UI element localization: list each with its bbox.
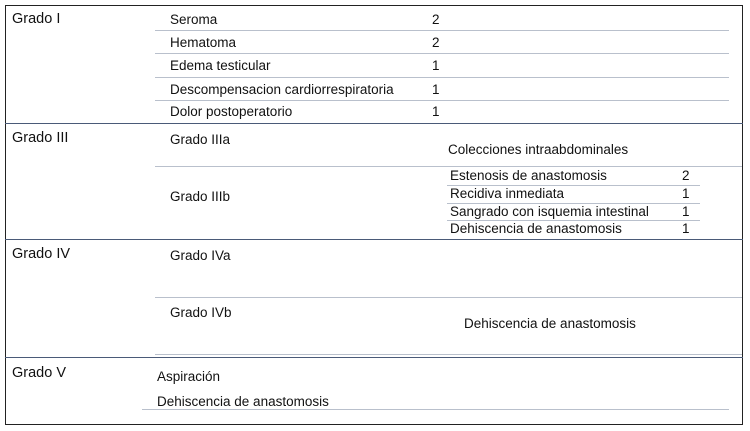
row-divider: [155, 297, 742, 298]
grade-1-item-name: Edema testicular: [170, 58, 271, 73]
grade-4-label: Grado IV: [12, 246, 71, 262]
grade-5-item: Aspiración: [157, 369, 221, 384]
row-divider: [155, 30, 729, 31]
grade-1-item-name: Hematoma: [170, 35, 237, 50]
row-divider: [142, 409, 729, 410]
row-divider: [155, 354, 742, 355]
grade-3b-item-name: Dehiscencia de anastomosis: [450, 221, 622, 236]
grade-1-item-count: 2: [432, 12, 440, 27]
grade-1-item-count: 2: [432, 35, 440, 50]
grade-3a-label: Grado IIIa: [170, 132, 231, 147]
grade-4b-label: Grado IVb: [170, 305, 232, 320]
grade-3b-item-count: 1: [682, 186, 690, 201]
grade-1-item-count: 1: [432, 104, 440, 119]
grade-3a-item: Colecciones intraabdominales: [448, 142, 629, 157]
grade-1-item-name: Seroma: [170, 12, 218, 27]
grade-3b-label: Grado IIIb: [170, 189, 231, 204]
row-divider: [155, 166, 742, 167]
grade-1-item-count: 1: [432, 82, 440, 97]
grade-1-label: Grado I: [12, 11, 61, 27]
grade-3b-item-count: 2: [682, 168, 690, 183]
row-divider: [155, 53, 729, 54]
grade-3b-item-name: Recidiva inmediata: [450, 186, 565, 201]
grade-5-label: Grado V: [12, 365, 66, 381]
grade-1-item-name: Descompensacion cardiorrespiratoria: [170, 82, 394, 97]
grade-1-item-count: 1: [432, 58, 440, 73]
grade-3b-item-count: 1: [682, 204, 690, 219]
grade-divider: [5, 357, 743, 358]
grade-5-item: Dehiscencia de anastomosis: [157, 394, 329, 409]
grade-3b-item-name: Estenosis de anastomosis: [450, 168, 607, 183]
row-divider: [155, 100, 729, 101]
grade-divider: [5, 123, 743, 124]
grade-3b-item-name: Sangrado con isquemia intestinal: [450, 204, 649, 219]
grade-4a-label: Grado IVa: [170, 248, 231, 263]
grade-divider: [5, 239, 743, 240]
grade-4b-item: Dehiscencia de anastomosis: [464, 316, 636, 331]
grade-1-item-name: Dolor postoperatorio: [170, 104, 293, 119]
grade-3-label: Grado III: [12, 130, 69, 146]
grade-3b-item-count: 1: [682, 221, 690, 236]
row-divider: [155, 77, 729, 78]
